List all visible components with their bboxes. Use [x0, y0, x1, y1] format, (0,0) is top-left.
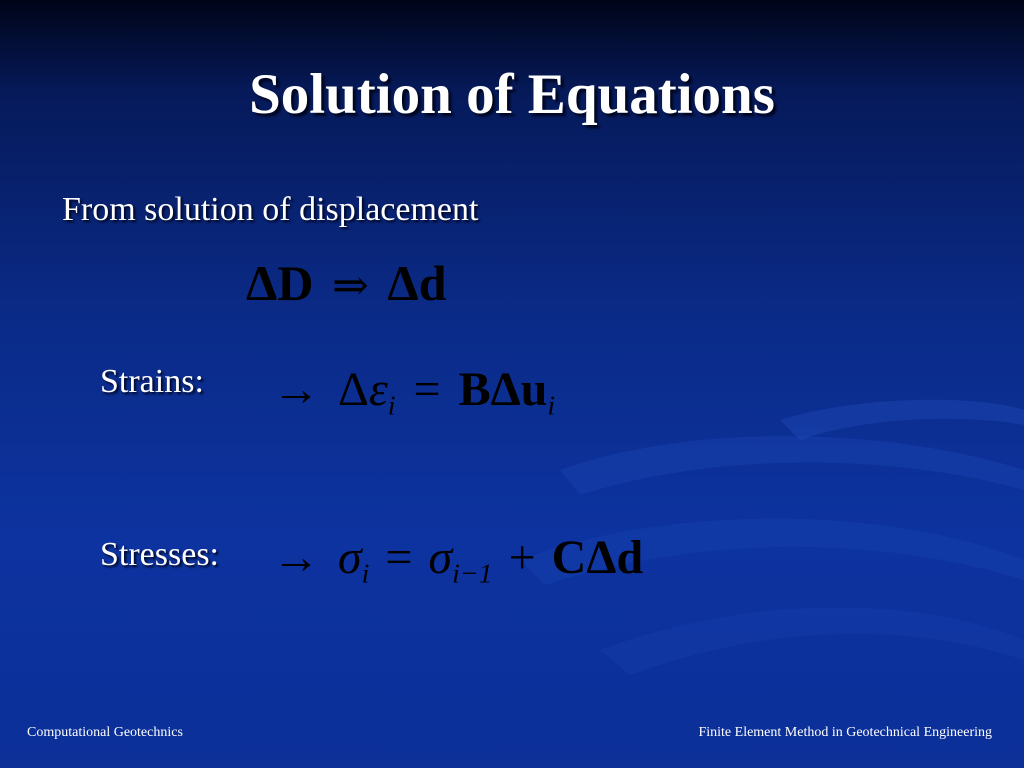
strains-label: Strains: [100, 363, 204, 400]
strain-equals: = [413, 363, 441, 416]
slide-title: Solution of Equations [249, 63, 775, 126]
implies-arrow: ⇒ [331, 261, 369, 310]
C-matrix: C [551, 531, 587, 584]
stress-plus: + [508, 531, 536, 584]
epsilon-symbol: ε [368, 363, 388, 416]
footer-left: Computational Geotechnics [27, 725, 183, 740]
delta-u: Δu [490, 363, 548, 416]
strain-arrow: → [272, 363, 320, 416]
strain-sub-i: i [387, 390, 396, 422]
delta-d-stress: Δd [586, 531, 644, 584]
stress-sub-im1: i−1 [452, 558, 493, 590]
sigma-symbol-2: σ [428, 531, 453, 584]
stress-arrow: → [272, 531, 320, 584]
strain-delta: Δ [338, 363, 369, 416]
B-matrix: B [458, 363, 491, 416]
stress-equals: = [385, 531, 413, 584]
stress-equation [272, 530, 643, 591]
stress-sub-i: i [361, 558, 370, 590]
delta-d: Δd [387, 255, 447, 311]
delta-D: ΔD [246, 255, 314, 311]
strain-equation [272, 362, 555, 423]
displacement-equation [246, 254, 447, 312]
strain-sub-i2: i [547, 390, 556, 422]
stresses-label: Stresses: [100, 536, 219, 573]
sigma-symbol: σ [338, 531, 362, 584]
footer-right: Finite Element Method in Geotechnical Engineering [698, 725, 992, 740]
subtitle-text: From solution of displacement [62, 191, 479, 228]
